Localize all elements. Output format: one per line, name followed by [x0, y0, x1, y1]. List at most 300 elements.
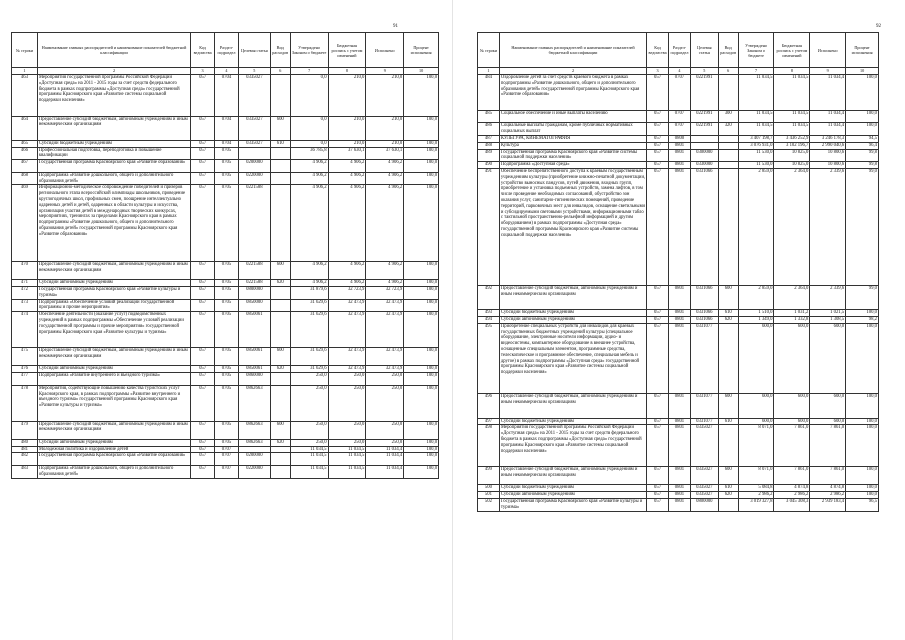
- budget-schedule-cell: 4 906,2: [329, 280, 367, 286]
- approved-amount-cell: 250,0: [291, 373, 329, 385]
- description-cell: Социальные выплаты гражданам, кроме публичных нормативных социальных выплат: [500, 123, 647, 135]
- department-code-cell: 057: [191, 160, 215, 172]
- budget-table-right: [477, 32, 879, 512]
- target-article-cell: 0331066: [691, 169, 719, 285]
- description-cell: Субсидии автономным учреждениям: [500, 317, 647, 323]
- table-row: [11, 185, 439, 261]
- section-code-cell: 0705: [215, 280, 239, 286]
- budget-schedule-cell: 250,0: [329, 422, 367, 439]
- row-number-cell: 465: [12, 141, 38, 147]
- department-code-cell: 057: [191, 440, 215, 446]
- description-cell: Подпрограмма «Развитие дошкольного, общего и дополнительного образования детей»: [38, 466, 191, 478]
- execution-percent-cell: 100,0: [426, 453, 438, 459]
- expense-type-cell: [271, 75, 291, 116]
- table-row: [11, 466, 439, 479]
- table-row: [477, 485, 879, 492]
- budget-schedule-cell: 1 031,2: [774, 310, 810, 316]
- table-row: [11, 287, 439, 300]
- description-cell: Приобретение специальных устройств для инвалидов для краевых государственных бюджетных учреждений культуры (специальное оборудование, электронные носители информации, аудио- и видеосистемы, компьютерное оборудование в внешнее устройства, оснащенные специальным элементом, программные средства, телескопическое и программное обеспечение, специальная мебель и другое) в рамках подпрограммы «Доступная среда» государственной программы Красноярского края «Развитие системы социальной поддержки населения»: [500, 324, 647, 394]
- row-number-cell: 480: [12, 440, 38, 446]
- execution-percent-cell: 100,0: [426, 140, 438, 146]
- description-cell: Субсидии автономным учреждениям: [38, 280, 191, 286]
- execution-percent-cell: 100,0: [426, 366, 438, 372]
- approved-amount-cell: 31 629,6: [291, 312, 329, 347]
- table-row: [477, 75, 879, 111]
- approved-amount-cell: 3 407 198,7: [739, 136, 775, 142]
- department-code-cell: 057: [191, 453, 215, 465]
- execution-percent-cell: 100,0: [866, 75, 877, 80]
- section-code-cell: 0704: [215, 141, 239, 147]
- description-cell: Субсидии бюджетным учреждениям: [38, 141, 191, 147]
- header-cell: Раздел-подраздел: [215, 33, 239, 67]
- description-cell: Обеспечение деятельности (оказание услуг) подведомственных учреждений в рамках подпрограммы «Обеспечение условий реализации государственной программы и прочие мероприятия» государственной программы Красноярского края «Развитие культуры и туризма»: [38, 312, 191, 347]
- approved-amount-cell: 11 530,0: [739, 150, 775, 162]
- execution-percent-cell: 100,0: [866, 323, 877, 329]
- executed-amount-cell: 32 473,9: [366, 366, 404, 372]
- expense-type-cell: [271, 466, 291, 478]
- executed-amount-cell: 4 874,8: [810, 485, 846, 491]
- target-article-cell: 0335027: [239, 75, 271, 116]
- row-number-cell: 492: [478, 286, 500, 309]
- row-number-cell: 469: [12, 185, 38, 260]
- execution-percent-cell: 100,0: [866, 492, 877, 498]
- executed-amount-cell: 10 800,6: [810, 162, 846, 168]
- approved-amount-cell: 8 071,0: [739, 425, 775, 466]
- execution-percent-cell: 100,0: [426, 299, 438, 305]
- budget-schedule-cell: 10 825,0: [774, 150, 810, 162]
- execution-percent-cell: 100,0: [866, 466, 877, 472]
- column-number: 1: [478, 68, 500, 74]
- table-row: [477, 286, 879, 310]
- expense-type-cell: [271, 447, 291, 453]
- executed-amount-cell: 32 473,9: [366, 348, 404, 365]
- budget-schedule-cell: 4 906,2: [329, 173, 367, 185]
- column-number: 5: [239, 68, 271, 74]
- execution-percent-cell: 100,0: [426, 446, 438, 452]
- description-cell: Государственная программа Красноярского края «Развитие культуры и туризма»: [38, 287, 191, 299]
- description-cell: Подпрограмма «Доступная среда»: [500, 162, 647, 168]
- table-row: [11, 348, 439, 366]
- header-cell: Целевая статья: [239, 33, 271, 67]
- budget-schedule-cell: 1 332,8: [774, 317, 810, 323]
- row-number-cell: 496: [478, 394, 500, 417]
- executed-amount-cell: 250,0: [366, 373, 404, 385]
- expense-type-cell: [719, 425, 739, 466]
- table-body: [11, 75, 439, 479]
- row-number-cell: 471: [12, 280, 38, 286]
- approved-amount-cell: 4 906,2: [291, 262, 329, 279]
- executed-amount-cell: 4 906,2: [366, 173, 404, 185]
- budget-schedule-cell: 7 861,0: [774, 467, 810, 484]
- department-code-cell: 057: [191, 422, 215, 439]
- column-number: 9: [810, 68, 846, 74]
- description-cell: Государственная программа Красноярского края «Развитие системы социальной поддержки населения»: [500, 150, 647, 162]
- table-row: [477, 136, 879, 143]
- description-cell: КУЛЬТУРА, КИНЕМАТОГРАФИЯ: [500, 136, 647, 142]
- expense-type-cell: [719, 169, 739, 285]
- description-cell: Предоставление субсидий бюджетным, автономным учреждениям и иным некоммерческим организациям: [38, 117, 191, 140]
- budget-schedule-cell: 4 906,2: [329, 262, 367, 279]
- table-row: [11, 148, 439, 161]
- execution-percent-cell: 100,0: [426, 147, 438, 153]
- approved-amount-cell: 11 034,5: [739, 111, 775, 123]
- executed-amount-cell: 7 861,0: [810, 467, 846, 484]
- section-code-cell: 0801: [669, 143, 691, 149]
- table-row: [11, 280, 439, 287]
- department-code-cell: 057: [647, 162, 669, 168]
- target-article-cell: [239, 148, 271, 160]
- description-cell: Мероприятия, содействующие повышению качества туристских услуг Красноярского края, в рамках подпрограммы «Развитие внутреннего и въездного туризма» государственной программы Красноярского края «Развитие культуры и туризма»: [38, 386, 191, 421]
- description-cell: Предоставление субсидий бюджетным, автономным учреждениям и иным некоммерческим организациям: [38, 422, 191, 439]
- column-number: 7: [291, 68, 329, 74]
- row-number-cell: 497: [478, 419, 500, 425]
- description-cell: Государственная программа Красноярского края «Развитие образования»: [38, 453, 191, 465]
- row-number-cell: 481: [12, 447, 38, 453]
- target-article-cell: [691, 143, 719, 149]
- department-code-cell: 057: [647, 136, 669, 142]
- row-number-cell: 493: [478, 310, 500, 316]
- column-number: 7: [739, 68, 775, 74]
- target-article-cell: 0221588: [239, 185, 271, 260]
- row-number-cell: 464: [12, 117, 38, 140]
- table-header: [11, 32, 439, 68]
- expense-type-cell: [271, 312, 291, 347]
- target-article-cell: [239, 447, 271, 453]
- approved-amount-cell: 2 986,2: [739, 492, 775, 498]
- approved-amount-cell: 2 859,0: [739, 169, 775, 285]
- department-code-cell: 057: [191, 447, 215, 453]
- table-row: [11, 300, 439, 313]
- target-article-cell: 0330000: [691, 162, 719, 168]
- department-code-cell: 057: [647, 419, 669, 425]
- executed-amount-cell: 600,0: [810, 394, 846, 417]
- execution-percent-cell: 100,0: [426, 116, 438, 122]
- target-article-cell: 0335027: [691, 485, 719, 491]
- description-cell: Подпрограмма «Развитие внутреннего и въездного туризма»: [38, 373, 191, 385]
- executed-amount-cell: 11 034,4: [810, 123, 846, 135]
- table-row: [477, 419, 879, 426]
- target-article-cell: 0200000: [239, 453, 271, 465]
- target-article-cell: 0331066: [691, 286, 719, 309]
- target-article-cell: 0220000: [239, 466, 271, 478]
- department-code-cell: 057: [647, 310, 669, 316]
- target-article-cell: 0331077: [691, 394, 719, 417]
- budget-schedule-cell: 2 986,2: [774, 492, 810, 498]
- execution-percent-cell: 100,0: [426, 160, 438, 166]
- column-number: 4: [669, 68, 691, 74]
- execution-percent-cell: 100,0: [426, 172, 438, 178]
- table-row: [477, 143, 879, 150]
- target-article-cell: 0800000: [691, 499, 719, 511]
- description-cell: Предоставление субсидий бюджетным, автономным учреждениям и иным некоммерческим организациям: [500, 467, 647, 484]
- description-cell: Молодежная политика и оздоровление детей: [38, 447, 191, 453]
- executed-amount-cell: 7 861,0: [810, 425, 846, 466]
- description-cell: Предоставление субсидий бюджетным, автономным учреждениям и иным некоммерческим организациям: [500, 394, 647, 417]
- department-code-cell: 057: [647, 499, 669, 511]
- execution-percent-cell: 98,2: [868, 316, 877, 322]
- header-cell: Утверждено Законом о бюджете: [739, 33, 775, 67]
- column-number: 6: [271, 68, 291, 74]
- approved-amount-cell: 8 071,0: [739, 467, 775, 484]
- approved-amount-cell: 31 629,6: [291, 300, 329, 312]
- executed-amount-cell: 1 021,5: [810, 310, 846, 316]
- header-cell: Наименование главных распорядителей и наименование показателей бюджетной классификации: [38, 33, 191, 67]
- left-page: [0, 0, 452, 640]
- expense-type-cell: 620: [271, 280, 291, 286]
- row-number-cell: 490: [478, 162, 500, 168]
- approved-amount-cell: 600,0: [739, 419, 775, 425]
- header-cell: Вид расходов: [719, 33, 739, 67]
- table-row: [477, 162, 879, 169]
- table-row: [477, 169, 879, 286]
- execution-percent-cell: 100,0: [426, 312, 438, 318]
- executed-amount-cell: 10 800,6: [810, 150, 846, 162]
- executed-amount-cell: 37 630,1: [366, 148, 404, 160]
- table-row: [11, 312, 439, 348]
- column-number: 8: [774, 68, 810, 74]
- approved-amount-cell: 11 034,5: [291, 453, 329, 465]
- execution-percent-cell: 100,0: [426, 280, 438, 286]
- expense-type-cell: 620: [271, 366, 291, 372]
- approved-amount-cell: 31 629,6: [291, 366, 329, 372]
- header-cell: Бюджетная роспись с учетом изменений: [774, 33, 810, 67]
- expense-type-cell: [719, 143, 739, 149]
- approved-amount-cell: 4 906,2: [291, 185, 329, 260]
- table-row: [11, 173, 439, 186]
- approved-amount-cell: 31 629,6: [291, 348, 329, 365]
- budget-schedule-cell: 11 034,5: [329, 447, 367, 453]
- expense-type-cell: [719, 75, 739, 110]
- description-cell: Профессиональная подготовка, переподготовка и повышение квалификации: [38, 148, 191, 160]
- description-cell: Мероприятия государственной программы Российской Федерации «Доступная среда» на 2011 - 2015 годы за счет средств федерального бюджета в рамках подпрограммы «Доступная среда» государственной программы Красноярского края «Развитие системы социальной поддержки населения»: [500, 425, 647, 466]
- section-code-cell: 0800: [669, 136, 691, 142]
- description-cell: Субсидии автономным учреждениям: [38, 440, 191, 446]
- table-row: [477, 394, 879, 418]
- execution-percent-cell: 96,5: [868, 498, 877, 504]
- table-row: [11, 262, 439, 280]
- department-code-cell: 057: [191, 141, 215, 147]
- budget-schedule-cell: 4 874,8: [774, 485, 810, 491]
- budget-schedule-cell: 37 630,1: [329, 148, 367, 160]
- executed-amount-cell: 2 339,6: [810, 169, 846, 285]
- column-number: 10: [859, 68, 865, 73]
- section-code-cell: 0801: [669, 499, 691, 511]
- budget-schedule-cell: 600,0: [774, 419, 810, 425]
- row-number-cell: 467: [12, 160, 38, 172]
- section-code-cell: 0801: [669, 492, 691, 498]
- section-code-cell: 0705: [215, 160, 239, 172]
- table-row: [477, 425, 879, 467]
- target-article-cell: 0850061: [239, 312, 271, 347]
- budget-schedule-cell: 10 825,0: [774, 162, 810, 168]
- expense-type-cell: 600: [271, 348, 291, 365]
- executed-amount-cell: 4 906,2: [366, 160, 404, 172]
- table-row: [11, 160, 439, 173]
- target-article-cell: 0850061: [239, 366, 271, 372]
- expense-type-cell: [271, 173, 291, 185]
- header-cell: Бюджетная роспись с учетом изменений: [329, 33, 367, 67]
- department-code-cell: 057: [647, 324, 669, 394]
- expense-type-cell: 600: [719, 286, 739, 309]
- department-code-cell: 057: [191, 75, 215, 116]
- approved-amount-cell: 250,0: [291, 422, 329, 439]
- section-code-cell: 0705: [215, 386, 239, 421]
- row-number-cell: 488: [478, 143, 500, 149]
- executed-amount-cell: 4 906,2: [366, 280, 404, 286]
- section-code-cell: 0705: [215, 185, 239, 260]
- expense-type-cell: [719, 136, 739, 142]
- budget-schedule-cell: 210,0: [329, 75, 367, 116]
- row-number-cell: 500: [478, 485, 500, 491]
- executed-amount-cell: 4 906,2: [366, 185, 404, 260]
- section-code-cell: 0705: [215, 312, 239, 347]
- budget-schedule-cell: 2 364,0: [774, 286, 810, 309]
- budget-table-left: [11, 32, 439, 479]
- row-number-cell: 476: [12, 366, 38, 372]
- budget-schedule-cell: 210,0: [329, 117, 367, 140]
- budget-schedule-cell: 210,0: [329, 141, 367, 147]
- department-code-cell: 057: [191, 466, 215, 478]
- description-cell: Мероприятия государственной программы Российской Федерации «Доступная среда» на 2011 - 2015 годы за счет средств федерального бюджета в рамках подпрограммы «Доступная среда» государственной программы Красноярского края «Развитие системы социальной поддержки населения»: [38, 75, 191, 116]
- expense-type-cell: [271, 453, 291, 465]
- description-cell: Государственная программа Красноярского края «Развитие культуры и туризма»: [500, 499, 647, 511]
- section-code-cell: 0801: [669, 425, 691, 466]
- table-row: [477, 310, 879, 317]
- department-code-cell: 057: [647, 317, 669, 323]
- execution-percent-cell: 100,0: [426, 439, 438, 445]
- table-row: [477, 317, 879, 324]
- expense-type-cell: [719, 499, 739, 511]
- column-number: 4: [215, 68, 239, 74]
- budget-schedule-cell: 11 034,5: [774, 111, 810, 123]
- row-number-cell: 498: [478, 425, 500, 466]
- department-code-cell: 057: [191, 280, 215, 286]
- approved-amount-cell: 0,0: [291, 75, 329, 116]
- header-cell: № строки: [12, 33, 38, 67]
- row-number-cell: 474: [12, 312, 38, 347]
- budget-schedule-cell: 4 906,2: [329, 160, 367, 172]
- target-article-cell: 0335027: [691, 467, 719, 484]
- executed-amount-cell: 600,0: [810, 419, 846, 425]
- table-row: [11, 373, 439, 386]
- execution-percent-cell: 100,0: [866, 394, 877, 400]
- expense-type-cell: 600: [719, 394, 739, 417]
- expense-type-cell: [271, 300, 291, 312]
- table-row: [11, 366, 439, 373]
- department-code-cell: 057: [191, 262, 215, 279]
- execution-percent-cell: 100,0: [426, 385, 438, 391]
- executed-amount-cell: 1 308,5: [810, 317, 846, 323]
- execution-percent-cell: 99,0: [868, 168, 877, 174]
- department-code-cell: 057: [191, 386, 215, 421]
- header-cell: Исполнено: [366, 33, 404, 67]
- header-cell: Процент исполнения: [410, 45, 432, 55]
- approved-amount-cell: 600,0: [739, 394, 775, 417]
- section-code-cell: 0801: [669, 485, 691, 491]
- expense-type-cell: [271, 287, 291, 299]
- department-code-cell: 057: [191, 185, 215, 260]
- row-number-cell: 466: [12, 148, 38, 160]
- budget-schedule-cell: 250,0: [329, 386, 367, 421]
- row-number-cell: 477: [12, 373, 38, 385]
- department-code-cell: 057: [191, 312, 215, 347]
- approved-amount-cell: 0,0: [291, 117, 329, 140]
- department-code-cell: 057: [191, 148, 215, 160]
- department-code-cell: 057: [647, 75, 669, 110]
- section-code-cell: 0705: [215, 287, 239, 299]
- section-code-cell: 0801: [669, 394, 691, 417]
- target-article-cell: 0331066: [691, 310, 719, 316]
- expense-type-cell: [719, 150, 739, 162]
- row-number-cell: 475: [12, 348, 38, 365]
- section-code-cell: 0705: [215, 366, 239, 372]
- table-row: [477, 150, 879, 163]
- department-code-cell: 057: [647, 286, 669, 309]
- header-cell: Вид расходов: [271, 33, 291, 67]
- description-cell: Социальное обеспечение и иные выплаты населению: [500, 111, 647, 123]
- row-number-cell: 470: [12, 262, 38, 279]
- section-code-cell: 0801: [669, 317, 691, 323]
- target-article-cell: 0331066: [691, 317, 719, 323]
- approved-amount-cell: 11 034,5: [739, 75, 775, 110]
- target-article-cell: 0221588: [239, 262, 271, 279]
- budget-schedule-cell: 32 473,9: [329, 348, 367, 365]
- department-code-cell: 057: [647, 143, 669, 149]
- description-cell: Субсидии бюджетным учреждениям: [500, 310, 647, 316]
- approved-amount-cell: 11 034,5: [291, 447, 329, 453]
- execution-percent-cell: 94,5: [868, 135, 877, 141]
- execution-percent-cell: 100,0: [426, 185, 438, 191]
- column-number: 10: [419, 68, 424, 73]
- target-article-cell: [691, 136, 719, 142]
- approved-amount-cell: 36 785,8: [291, 148, 329, 160]
- table-row: [477, 111, 879, 124]
- budget-schedule-cell: 11 034,5: [774, 75, 810, 110]
- budget-schedule-cell: 600,0: [774, 394, 810, 417]
- budget-schedule-cell: 3 436 252,9: [774, 136, 810, 142]
- header-cell: Код ведомства: [191, 33, 215, 67]
- section-code-cell: 0801: [669, 162, 691, 168]
- section-code-cell: 0705: [215, 148, 239, 160]
- budget-schedule-cell: 32 723,9: [329, 287, 367, 299]
- department-code-cell: 057: [647, 467, 669, 484]
- row-number-cell: 491: [478, 169, 500, 285]
- column-number-row: [477, 68, 879, 75]
- header-cell: Наименование главных распорядителей и наименование показателей бюджетной классификации: [500, 33, 647, 67]
- execution-percent-cell: 100,0: [866, 123, 877, 129]
- page-number: 92: [876, 24, 881, 29]
- table-row: [11, 141, 439, 148]
- row-number-cell: 487: [478, 136, 500, 142]
- section-code-cell: 0707: [669, 123, 691, 135]
- description-cell: Информационно-методическое сопровождение победителей и призеров регионального этапа всероссийской олимпиады школьников, проведение круглогодичных школ, профильных смен, поощрение интеллектуально одаренных детей и детей, одаренных в области культуры и искусства, организация участия детей в международных творческих конкурсах, мероприятиях, тренингах за пределами Красноярского края в рамках подпрограммы «Развитие дошкольного, общего и дополнительного образования детей» государственной программы Красноярского края «Развитие образования»: [38, 185, 191, 260]
- description-cell: Оздоровление детей за счет средств краевого бюджета в рамках подпрограммы «Развитие дошкольного, общего и дополнительного образования детей» государственной программы Красноярского края «Развитие образования»: [500, 75, 647, 110]
- description-cell: Предоставление субсидий бюджетным, автономным учреждениям и иным некоммерческим организациям: [38, 348, 191, 365]
- execution-percent-cell: 100,0: [426, 75, 438, 80]
- expense-type-cell: 600: [271, 117, 291, 140]
- header-cell: Исполнено: [810, 33, 846, 67]
- approved-amount-cell: 31 879,6: [291, 287, 329, 299]
- approved-amount-cell: 11 530,0: [739, 162, 775, 168]
- execution-percent-cell: 100,0: [866, 110, 877, 116]
- section-code-cell: 0801: [669, 150, 691, 162]
- column-number-row: [11, 68, 439, 75]
- table-row: [477, 467, 879, 485]
- table-row: [11, 422, 439, 440]
- section-code-cell: 0705: [215, 300, 239, 312]
- table-row: [11, 75, 439, 117]
- budget-schedule-cell: 32 473,9: [329, 366, 367, 372]
